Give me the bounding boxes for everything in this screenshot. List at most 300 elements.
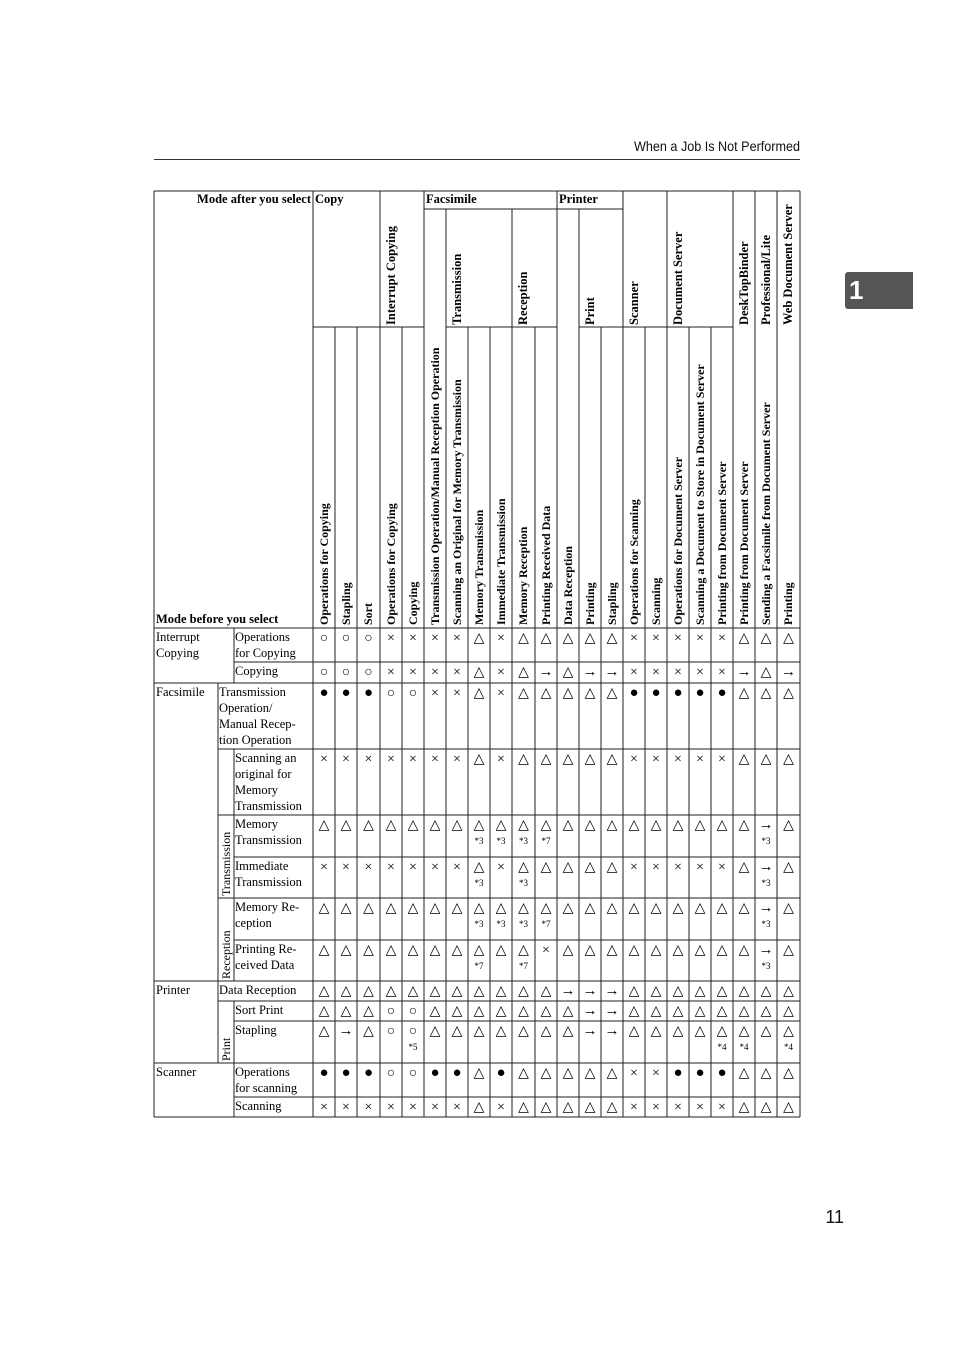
table-cell-symbol: ●: [695, 1065, 705, 1081]
table-cell-symbol: △: [318, 943, 330, 958]
table-cell-symbol: △: [738, 686, 750, 701]
row-label: Scanning an: [235, 751, 297, 765]
row-label: original for: [235, 767, 292, 781]
row-label: tion Operation: [219, 733, 292, 747]
table-cell-symbol: ×: [718, 665, 726, 680]
table-cell-footnote: *4: [784, 1042, 793, 1052]
row-label: Immediate: [235, 859, 289, 873]
corner-label-before: Mode before you select: [156, 612, 279, 626]
column-subgroup-label: DeskTopBinder: [737, 241, 751, 325]
table-cell-symbol: △: [518, 943, 529, 958]
table-cell-symbol: △: [584, 752, 596, 767]
table-cell-symbol: ×: [453, 752, 461, 767]
table-cell-symbol: ●: [629, 685, 639, 701]
table-cell-symbol: △: [562, 1066, 574, 1081]
table-cell-symbol: →: [604, 983, 620, 999]
table-cell-symbol: △: [518, 818, 529, 833]
table-cell-symbol: △: [584, 1100, 596, 1115]
row-label: Operations: [235, 1065, 290, 1079]
table-cell-symbol: →: [758, 900, 774, 916]
column-label: Scanning an Original for Memory Transmission: [450, 379, 464, 625]
table-cell-symbol: △: [363, 984, 374, 999]
row-group-label: Scanner: [156, 1065, 197, 1079]
table-cell-symbol: △: [628, 943, 640, 958]
table-cell-symbol: △: [340, 818, 352, 833]
table-cell-symbol: △: [518, 984, 529, 999]
table-cell-symbol: →: [604, 1003, 620, 1019]
table-cell-symbol: △: [451, 818, 463, 833]
table-cell-symbol: △: [760, 1024, 772, 1039]
table-cell-symbol: ×: [387, 752, 395, 767]
table-cell-symbol: △: [760, 984, 772, 999]
table-cell-footnote: *3: [474, 878, 484, 888]
table-cell-footnote: *3: [761, 919, 771, 929]
table-cell-symbol: △: [672, 1024, 684, 1039]
table-cell-symbol: △: [451, 943, 463, 958]
table-cell-symbol: △: [363, 1024, 374, 1039]
chapter-tab: 1: [845, 272, 913, 309]
table-cell-symbol: ×: [364, 860, 373, 875]
table-cell-symbol: △: [407, 984, 419, 999]
table-cell-symbol: △: [473, 686, 485, 701]
row-label: Operation/: [219, 701, 273, 715]
table-cell-footnote: *7: [519, 961, 528, 971]
table-cell-symbol: △: [518, 860, 529, 875]
table-cell-footnote: *3: [496, 836, 506, 846]
table-cell-symbol: ×: [453, 686, 461, 701]
table-cell-symbol: ×: [630, 1100, 638, 1115]
row-label: Copying: [235, 664, 279, 678]
row-label: Transmission: [235, 833, 302, 847]
table-cell-symbol: ●: [496, 1065, 506, 1081]
table-cell-symbol: △: [672, 1004, 684, 1019]
table-cell-symbol: △: [783, 631, 794, 646]
table-cell-symbol: ×: [320, 860, 328, 875]
table-cell-symbol: △: [584, 1066, 596, 1081]
table-cell-symbol: △: [783, 752, 794, 767]
table-cell-symbol: ×: [718, 752, 726, 767]
table-cell-symbol: △: [473, 752, 485, 767]
table-cell-symbol: ×: [630, 752, 638, 767]
table-cell-symbol: △: [407, 818, 419, 833]
table-cell-symbol: △: [694, 818, 706, 833]
table-cell-footnote: *3: [474, 836, 484, 846]
table-cell-footnote: *4: [717, 1042, 727, 1052]
table-cell-symbol: △: [318, 984, 330, 999]
table-cell-symbol: ×: [453, 860, 461, 875]
table-cell-symbol: △: [363, 818, 374, 833]
table-cell-symbol: ●: [319, 1065, 329, 1081]
table-cell-symbol: ○: [386, 1066, 396, 1081]
table-cell-symbol: △: [518, 665, 529, 680]
row-label: Manual Recep-: [219, 717, 296, 731]
table-cell-symbol: ×: [652, 665, 660, 680]
table-cell-symbol: △: [540, 1066, 552, 1081]
table-cell-symbol: △: [540, 1004, 552, 1019]
table-cell-symbol: ×: [652, 631, 660, 646]
table-cell-symbol: △: [473, 1100, 485, 1115]
table-cell-symbol: ●: [673, 1065, 683, 1081]
table-cell-symbol: △: [672, 901, 684, 916]
table-cell-symbol: △: [783, 686, 794, 701]
table-cell-symbol: △: [650, 1004, 662, 1019]
table-cell-symbol: △: [783, 818, 794, 833]
table-cell-symbol: →: [582, 1023, 598, 1039]
table-cell-symbol: △: [716, 1004, 728, 1019]
table-cell-symbol: △: [760, 1100, 772, 1115]
table-cell-symbol: ×: [652, 1100, 660, 1115]
table-cell-symbol: △: [473, 1004, 485, 1019]
table-cell-symbol: ×: [718, 1100, 726, 1115]
column-label: Printing: [781, 582, 795, 625]
column-label: Memory Reception: [516, 526, 530, 625]
table-cell-symbol: △: [606, 1100, 618, 1115]
table-cell-symbol: △: [495, 818, 507, 833]
table-cell-symbol: ○: [341, 665, 351, 680]
table-cell-symbol: △: [318, 901, 330, 916]
table-cell-symbol: ×: [364, 752, 373, 767]
table-cell-symbol: △: [584, 860, 596, 875]
table-cell-symbol: △: [672, 818, 684, 833]
table-cell-symbol: △: [760, 1004, 772, 1019]
table-cell-symbol: ×: [497, 752, 505, 767]
row-label: Transmission: [219, 685, 286, 699]
table-cell-symbol: △: [694, 943, 706, 958]
column-label: Immediate Transmission: [494, 498, 508, 625]
table-cell-symbol: △: [540, 860, 552, 875]
table-cell-symbol: △: [429, 984, 441, 999]
table-cell-symbol: ×: [696, 665, 704, 680]
row-label: ceived Data: [235, 958, 295, 972]
table-cell-symbol: △: [650, 943, 662, 958]
table-cell-symbol: ×: [497, 686, 505, 701]
column-label: Printing Received Data: [539, 505, 553, 625]
table-cell-symbol: →: [582, 664, 598, 680]
table-cell-symbol: △: [694, 984, 706, 999]
table-cell-symbol: △: [540, 901, 552, 916]
row-label: Memory: [235, 783, 279, 797]
table-cell-symbol: △: [628, 1024, 640, 1039]
table-cell-symbol: △: [473, 631, 485, 646]
table-cell-symbol: △: [407, 901, 419, 916]
table-cell-symbol: △: [672, 984, 684, 999]
table-cell-symbol: ×: [497, 631, 505, 646]
column-label: Scanning a Document to Store in Document Server: [693, 364, 707, 625]
table-cell-footnote: *3: [496, 919, 506, 929]
row-label: Printing Re-: [235, 942, 297, 956]
table-cell-symbol: △: [429, 943, 441, 958]
column-subgroup-label: Transmission: [450, 253, 464, 325]
table-cell-symbol: △: [783, 1024, 794, 1039]
table-cell-symbol: ×: [696, 860, 704, 875]
table-cell-symbol: ×: [497, 1100, 505, 1115]
table-cell-symbol: ●: [673, 685, 683, 701]
column-group-label: Printer: [559, 192, 598, 206]
table-cell-symbol: ×: [718, 631, 726, 646]
table-cell-symbol: ×: [674, 860, 682, 875]
table-cell-symbol: △: [562, 752, 574, 767]
table-cell-symbol: △: [650, 901, 662, 916]
column-label: Stapling: [339, 582, 353, 625]
table-cell-symbol: △: [562, 943, 574, 958]
column-subgroup-label: Web Document Server: [781, 204, 795, 325]
table-cell-symbol: △: [363, 943, 374, 958]
table-cell-symbol: △: [562, 901, 574, 916]
table-cell-symbol: ×: [630, 631, 638, 646]
table-cell-symbol: ×: [674, 631, 682, 646]
table-cell-symbol: →: [736, 664, 752, 680]
table-cell-footnote: *3: [761, 836, 771, 846]
table-cell-symbol: ×: [674, 1100, 682, 1115]
table-cell-symbol: △: [562, 631, 574, 646]
table-cell-symbol: ×: [409, 1100, 417, 1115]
table-cell-symbol: △: [385, 901, 397, 916]
column-label: Operations for Copying: [317, 503, 331, 625]
table-cell-symbol: △: [385, 984, 397, 999]
table-cell-symbol: △: [562, 686, 574, 701]
table-cell-symbol: ×: [630, 1066, 638, 1081]
table-cell-symbol: ×: [652, 860, 660, 875]
table-cell-symbol: ×: [718, 860, 726, 875]
table-cell-symbol: △: [473, 665, 485, 680]
table-cell-symbol: ×: [542, 943, 550, 958]
column-label: Operations for Scanning: [627, 499, 641, 625]
table-cell-symbol: △: [650, 1024, 662, 1039]
table-cell-symbol: △: [694, 901, 706, 916]
table-cell-symbol: →: [604, 1023, 620, 1039]
column-group-label: Copy: [315, 192, 344, 206]
table-cell-symbol: △: [584, 686, 596, 701]
table-cell-symbol: △: [606, 901, 618, 916]
table-cell-symbol: ×: [453, 631, 461, 646]
table-cell-symbol: △: [473, 943, 485, 958]
table-cell-symbol: △: [606, 752, 618, 767]
table-cell-symbol: △: [783, 860, 794, 875]
table-cell-symbol: ●: [363, 685, 374, 701]
table-cell-symbol: △: [606, 631, 618, 646]
table-cell-symbol: ○: [408, 1066, 418, 1081]
table-cell-symbol: △: [451, 1024, 463, 1039]
table-cell-symbol: △: [783, 984, 794, 999]
column-label: Operations for Document Server: [671, 456, 685, 625]
table-cell-symbol: △: [694, 1024, 706, 1039]
table-cell-symbol: △: [628, 818, 640, 833]
table-cell-symbol: ×: [320, 752, 328, 767]
table-cell-symbol: △: [518, 752, 529, 767]
table-cell-symbol: ×: [431, 1100, 439, 1115]
table-cell-symbol: ×: [431, 665, 439, 680]
table-cell-symbol: △: [650, 984, 662, 999]
table-cell-symbol: △: [363, 901, 374, 916]
table-cell-symbol: ○: [386, 686, 396, 701]
table-cell-symbol: △: [562, 818, 574, 833]
column-label: Printing from Document Server: [715, 461, 729, 625]
table-cell-symbol: △: [783, 943, 794, 958]
table-cell-symbol: △: [562, 665, 574, 680]
table-cell-symbol: △: [738, 1066, 750, 1081]
row-label: Stapling: [235, 1023, 277, 1037]
column-label: Sort: [361, 603, 375, 625]
table-cell-symbol: ×: [630, 860, 638, 875]
table-cell-symbol: △: [672, 943, 684, 958]
table-cell-footnote: *3: [474, 919, 484, 929]
table-cell-symbol: ○: [386, 1004, 396, 1019]
table-cell-symbol: △: [540, 1024, 552, 1039]
table-cell-footnote: *3: [519, 878, 528, 888]
table-cell-symbol: △: [760, 631, 772, 646]
row-label: for Copying: [235, 646, 296, 660]
row-label: Transmission: [235, 799, 302, 813]
table-cell-symbol: ○: [408, 686, 418, 701]
table-cell-symbol: ×: [409, 860, 417, 875]
table-cell-symbol: ×: [431, 686, 439, 701]
table-cell-symbol: →: [582, 1003, 598, 1019]
table-cell-footnote: *7: [541, 919, 551, 929]
table-cell-symbol: ×: [652, 752, 660, 767]
table-cell-symbol: →: [582, 983, 598, 999]
table-cell-symbol: △: [407, 943, 419, 958]
table-cell-symbol: →: [560, 983, 576, 999]
table-cell-footnote: *4: [739, 1042, 749, 1052]
column-label: Stapling: [605, 582, 619, 625]
table-cell-symbol: △: [495, 1024, 507, 1039]
table-cell-symbol: △: [518, 1100, 529, 1115]
table-cell-symbol: △: [473, 901, 485, 916]
table-cell-symbol: △: [540, 984, 552, 999]
table-cell-symbol: △: [540, 818, 552, 833]
row-group-label: Printer: [156, 983, 191, 997]
table-cell-symbol: ○: [341, 631, 351, 646]
column-subgroup-label: Print: [583, 297, 597, 325]
table-cell-symbol: ○: [364, 665, 373, 680]
table-cell-symbol: →: [758, 817, 774, 833]
table-cell-symbol: ×: [497, 860, 505, 875]
table-cell-symbol: △: [451, 901, 463, 916]
column-subgroup-label: Interrupt Copying: [384, 226, 398, 325]
table-cell-symbol: ●: [319, 685, 329, 701]
table-cell-symbol: ○: [319, 631, 329, 646]
table-cell-symbol: △: [716, 984, 728, 999]
table-cell-symbol: △: [495, 984, 507, 999]
table-cell-symbol: △: [473, 818, 485, 833]
table-cell-symbol: △: [540, 686, 552, 701]
table-cell-symbol: ×: [431, 631, 439, 646]
table-cell-symbol: △: [473, 1066, 485, 1081]
table-cell-symbol: ×: [453, 1100, 461, 1115]
table-cell-symbol: ●: [717, 1065, 727, 1081]
table-cell-footnote: *3: [761, 878, 771, 888]
table-cell-symbol: ●: [651, 685, 661, 701]
table-cell-footnote: *3: [519, 836, 528, 846]
table-cell-symbol: ●: [341, 1065, 351, 1081]
table-cell-symbol: △: [606, 686, 618, 701]
table-cell-symbol: △: [540, 1100, 552, 1115]
table-cell-symbol: △: [606, 1066, 618, 1081]
table-cell-symbol: △: [495, 943, 507, 958]
table-cell-symbol: △: [495, 901, 507, 916]
row-subgroup-label: Print: [219, 1037, 233, 1061]
table-cell-symbol: △: [385, 943, 397, 958]
column-label: Printing from Document Server: [737, 461, 751, 625]
table-cell-symbol: △: [738, 984, 750, 999]
table-cell-symbol: △: [318, 1004, 330, 1019]
table-cell-symbol: △: [738, 631, 750, 646]
table-cell-symbol: △: [429, 1024, 441, 1039]
column-group-label: Facsimile: [426, 192, 477, 206]
table-cell-symbol: △: [606, 860, 618, 875]
table-cell-symbol: △: [783, 1100, 794, 1115]
table-cell-symbol: △: [518, 1024, 529, 1039]
table-cell-symbol: △: [340, 943, 352, 958]
row-group-label: Facsimile: [156, 685, 205, 699]
page-header-title: When a Job Is Not Performed: [634, 138, 800, 154]
table-cell-symbol: ×: [409, 752, 417, 767]
table-cell-symbol: △: [760, 665, 772, 680]
table-cell-symbol: △: [495, 1004, 507, 1019]
table-cell-symbol: △: [694, 1004, 706, 1019]
table-cell-symbol: ×: [652, 1066, 660, 1081]
column-label: Data Reception: [561, 546, 575, 625]
table-cell-symbol: ×: [696, 1100, 704, 1115]
table-cell-symbol: →: [538, 664, 554, 680]
row-group-label: Interrupt: [156, 630, 200, 644]
table-cell-symbol: △: [318, 818, 330, 833]
table-cell-footnote: *7: [541, 836, 551, 846]
table-cell-symbol: △: [783, 901, 794, 916]
table-cell-symbol: ×: [387, 631, 395, 646]
table-cell-symbol: ○: [364, 631, 373, 646]
column-label: Memory Transmission: [472, 509, 486, 625]
page-number: 11: [825, 1207, 844, 1227]
table-cell-symbol: ×: [674, 665, 682, 680]
table-cell-symbol: △: [518, 901, 529, 916]
row-label: Sort Print: [235, 1003, 284, 1017]
table-cell-symbol: △: [318, 1024, 330, 1039]
row-subgroup-label: Transmission: [219, 831, 233, 896]
table-cell-symbol: →: [604, 664, 620, 680]
table-cell-symbol: →: [758, 942, 774, 958]
table-cell-symbol: △: [518, 686, 529, 701]
column-label: Copying: [406, 581, 420, 625]
row-label: Memory Re-: [235, 900, 300, 914]
row-label: Scanning: [235, 1099, 282, 1113]
table-cell-symbol: ×: [387, 1100, 395, 1115]
column-subgroup-label: Scanner: [627, 281, 641, 325]
table-cell-symbol: △: [473, 984, 485, 999]
table-cell-symbol: △: [540, 752, 552, 767]
row-label: Operations: [235, 630, 290, 644]
column-subgroup-label: Professional/Lite: [759, 234, 773, 325]
table-cell-symbol: ○: [408, 1004, 418, 1019]
table-cell-symbol: △: [340, 901, 352, 916]
table-cell-symbol: ●: [363, 1065, 374, 1081]
table-cell-symbol: △: [738, 1100, 750, 1115]
table-cell-symbol: △: [385, 818, 397, 833]
table-cell-symbol: △: [716, 818, 728, 833]
table-cell-symbol: ×: [696, 752, 704, 767]
table-cell-symbol: △: [738, 1004, 750, 1019]
row-label: ception: [235, 916, 272, 930]
column-label: Scanning: [649, 577, 663, 625]
table-cell-symbol: △: [518, 1066, 529, 1081]
table-cell-symbol: ●: [695, 685, 705, 701]
table-cell-symbol: ×: [431, 860, 439, 875]
table-cell-symbol: →: [781, 664, 796, 680]
table-cell-symbol: △: [606, 818, 618, 833]
row-label: Memory: [235, 817, 279, 831]
table-cell-symbol: ●: [430, 1065, 440, 1081]
corner-label-after: Mode after you select: [197, 192, 311, 206]
